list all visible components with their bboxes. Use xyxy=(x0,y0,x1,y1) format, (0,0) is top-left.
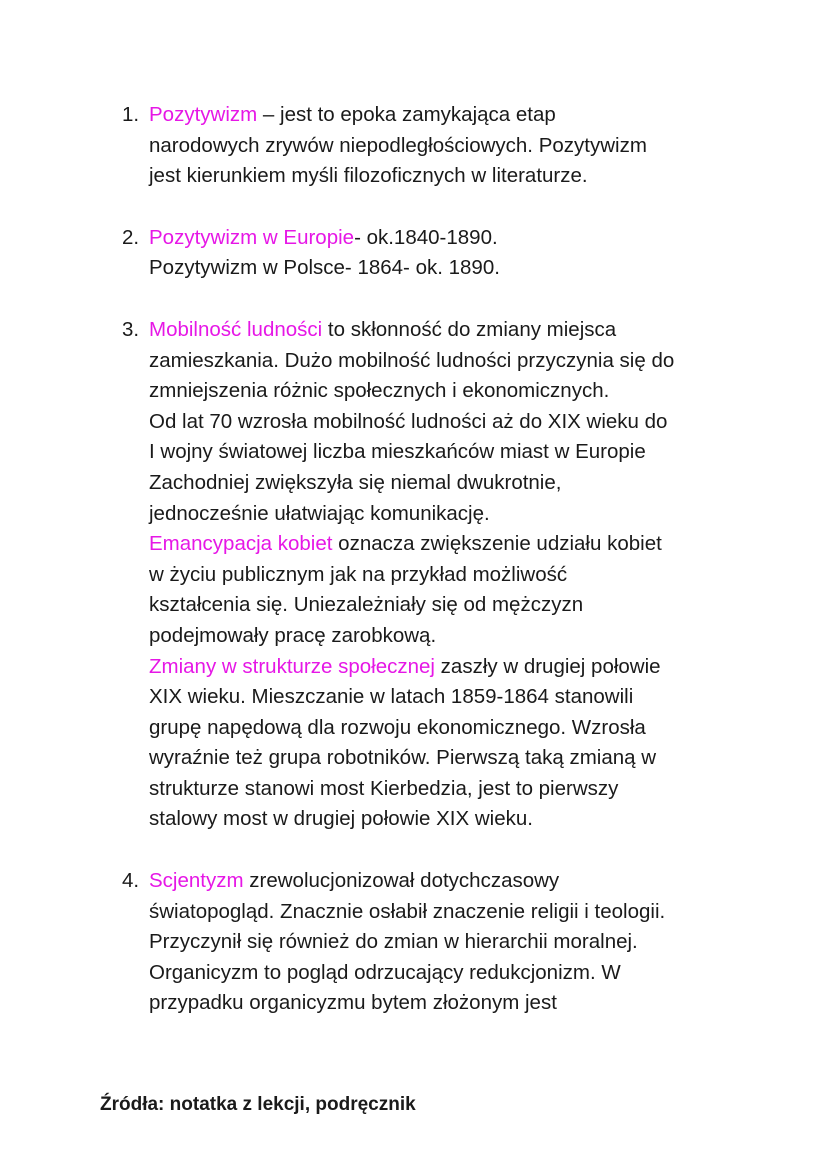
line-text: - ok.1840-1890. xyxy=(354,225,498,249)
line-text: Zachodniej zwiększyła się niemal dwukrotnie, xyxy=(149,470,562,494)
text-line xyxy=(149,988,740,1019)
line-text: kształcenia się. Uniezależniały się od mężczyzn xyxy=(149,593,584,617)
text-line xyxy=(149,560,740,591)
text-line xyxy=(149,652,740,683)
line-text: I wojny światowej liczba mieszkańców miast w Europie xyxy=(149,440,646,464)
highlighted-term: Pozytywizm xyxy=(149,103,258,126)
list-item-number: 1. xyxy=(122,103,140,126)
line-text: – jest to epoka zamykająca etap xyxy=(257,103,556,126)
list-item-number: 3. xyxy=(122,317,140,341)
line-text: oznacza zwiększenie udziału kobiet xyxy=(332,532,662,556)
list-item xyxy=(120,223,740,284)
list-item xyxy=(120,100,740,192)
line-text: zamieszkania. Dużo mobilność ludności przyczynia się do xyxy=(149,348,675,372)
line-text: podejmowały pracę zarobkową. xyxy=(149,623,437,647)
text-line xyxy=(149,315,740,346)
text-line xyxy=(149,621,740,652)
text-line xyxy=(149,897,740,928)
highlighted-term: Mobilność ludności xyxy=(149,317,323,341)
text-line xyxy=(149,958,740,989)
highlighted-term: Pozytywizm w Europie xyxy=(149,225,355,249)
text-line xyxy=(149,161,740,192)
line-text: to skłonność do zmiany miejsca xyxy=(322,317,617,341)
highlighted-term: Emancypacja kobiet xyxy=(149,532,333,556)
text-line xyxy=(149,804,740,835)
line-text: wyraźnie też grupa robotników. Pierwszą taką zmianą w xyxy=(149,746,657,770)
text-line xyxy=(149,774,740,805)
text-line xyxy=(149,131,740,162)
line-text: zrewolucjonizował dotychczasowy xyxy=(243,869,560,893)
text-line xyxy=(149,376,740,407)
line-text: jednocześnie ułatwiając komunikację. xyxy=(149,501,490,525)
text-line xyxy=(149,866,740,897)
line-text: jest kierunkiem myśli filozoficznych w literaturze. xyxy=(149,164,588,188)
line-text: XIX wieku. Mieszczanie w latach 1859-1864 stanowili xyxy=(149,685,634,709)
text-line xyxy=(149,100,740,131)
line-text: Od lat 70 wzrosła mobilność ludności aż do XIX wieku do xyxy=(149,409,668,433)
text-line xyxy=(149,927,740,958)
list-item xyxy=(120,315,740,835)
highlighted-term: Scjentyzm xyxy=(149,869,244,893)
text-line xyxy=(149,407,740,438)
highlighted-term: Zmiany w strukturze społecznej xyxy=(149,654,435,678)
text-line xyxy=(149,499,740,530)
line-text: Organicyzm to pogląd odrzucający redukcjonizm. W xyxy=(149,960,621,984)
text-line xyxy=(149,743,740,774)
text-line xyxy=(149,468,740,499)
text-line xyxy=(149,253,740,284)
line-text: przypadku organicyzmu bytem złożonym jest xyxy=(149,991,557,1015)
text-line xyxy=(149,529,740,560)
list-item-number: 4. xyxy=(122,869,140,893)
line-text: Przyczynił się również do zmian w hierarchii moralnej. xyxy=(149,930,638,954)
sources-footer: Źródła: notatka z lekcji, podręcznik xyxy=(100,1094,416,1115)
text-line xyxy=(149,682,740,713)
line-text: stalowy most w drugiej połowie XIX wieku. xyxy=(149,807,533,831)
line-text: grupę napędową dla rozwoju ekonomicznego. Wzrosła xyxy=(149,715,646,739)
numbered-list xyxy=(120,100,740,1050)
text-line xyxy=(149,437,740,468)
line-text: światopogląd. Znacznie osłabił znaczenie religii i teologii. xyxy=(149,899,666,923)
line-text: Pozytywizm w Polsce- 1864- ok. 1890. xyxy=(149,256,500,280)
text-line xyxy=(149,713,740,744)
text-line xyxy=(149,346,740,377)
line-text: zaszły w drugiej połowie xyxy=(434,654,661,678)
line-text: strukturze stanowi most Kierbedzia, jest to pierwszy xyxy=(149,776,619,800)
line-text: narodowych zrywów niepodległościowych. Pozytywizm xyxy=(149,133,647,157)
list-item xyxy=(120,866,740,1019)
line-text: w życiu publicznym jak na przykład możliwość xyxy=(149,562,568,586)
line-text: zmniejszenia różnic społecznych i ekonomicznych. xyxy=(149,379,610,403)
text-line xyxy=(149,590,740,621)
list-item-number: 2. xyxy=(122,225,140,249)
text-line xyxy=(149,223,740,254)
